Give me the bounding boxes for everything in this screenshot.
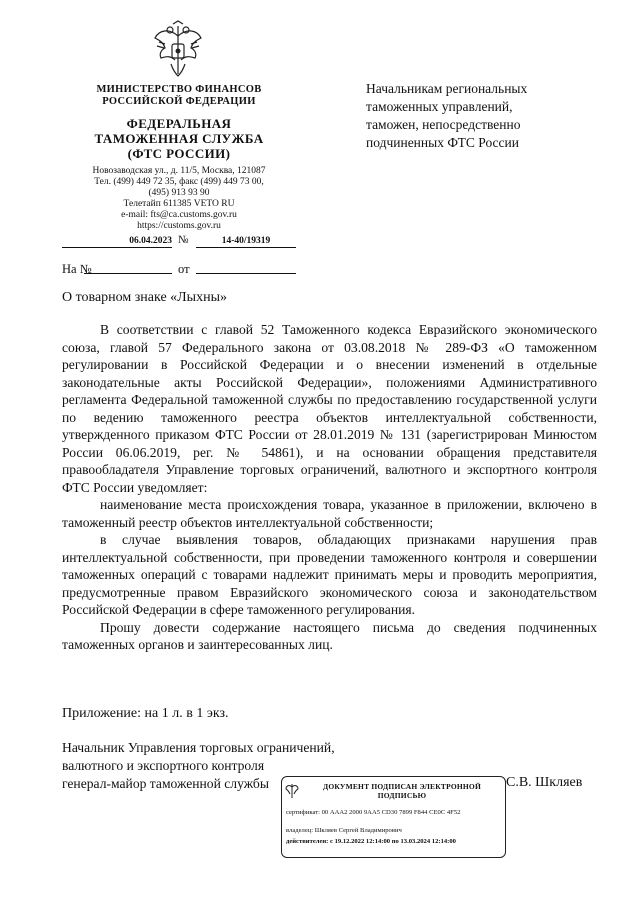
signer-name: С.В. Шкляев xyxy=(506,775,583,790)
signature-seal-icon xyxy=(285,783,299,799)
body-paragraph: наименование места происхождения товара, указанное в приложении, включено в таможенный реестр объектов интеллектуальной собственности; xyxy=(62,497,597,530)
reference-from-label: от xyxy=(178,262,190,276)
ministry-name: МИНИСТЕРСТВО ФИНАНСОВ РОССИЙСКОЙ ФЕДЕРАЦИИ xyxy=(96,84,262,107)
letter-subject: О товарном знаке «Лыхны» xyxy=(62,290,227,305)
addressee: Начальникам региональных таможенных управлений, таможен, непосредственно подчиненных ФТС России xyxy=(366,81,528,150)
signer-position: Начальник Управления торговых ограничений, валютного и экспортного контроля генерал-майор таможенной службы xyxy=(62,740,335,791)
appendix-note: Приложение: на 1 л. в 1 экз. xyxy=(62,706,229,721)
stamp-validity: действителен: с 19.12.2022 12:14:00 по 13.03.2024 12:14:00 xyxy=(286,838,456,845)
registration-number-label: № xyxy=(178,234,189,246)
stamp-certificate: сертификат: 00 AAA2 2000 9AA5 CD30 7899 F844 CE0C 4F52 xyxy=(286,809,461,816)
registration-number: 14-40/19319 xyxy=(196,236,296,248)
reference-date-blank xyxy=(196,262,296,274)
letter-body xyxy=(62,321,597,654)
reference-label: На № xyxy=(62,262,92,276)
state-emblem-icon xyxy=(151,20,205,80)
service-name: ФЕДЕРАЛЬНАЯ ТАМОЖЕННАЯ СЛУЖБА (ФТС РОССИИ) xyxy=(94,116,264,161)
reference-number-blank xyxy=(84,262,172,274)
stamp-title: ДОКУМЕНТ ПОДПИСАН ЭЛЕКТРОННОЙ ПОДПИСЬЮ xyxy=(322,782,482,800)
stamp-owner: владелец: Шкляев Сергей Владимирович xyxy=(286,827,402,834)
registration-date: 06.04.2023 xyxy=(62,236,172,248)
electronic-signature-stamp xyxy=(281,776,506,858)
body-paragraph: В соответствии с главой 52 Таможенного кодекса Евразийского экономического союза, главой 57 Федерального закона от 03.08.2018 № 289-ФЗ «О таможенном регулировании в Российской Федерации и о внесении изменений в отдельные законодательные акты Российской Федерации», положениями Административного регламента Федеральной таможенной службы по предоставлению государственной услуги по ведению таможенного реестра объектов интеллектуальной собственности, утвержденного приказом ФТС России от 28.01.2019 № 131 (зарегистрирован Минюстом России 06.06.2019, рег. № 54861), и на основании обращения представителя правообладателя Управление торговых ограничений, валютного и экспортного контроля ФТС России уведомляет: xyxy=(62,322,597,495)
body-paragraph: Прошу довести содержание настоящего письма до сведения подчиненных таможенных органов и заинтересованных лиц. xyxy=(62,619,597,652)
body-paragraph: в случае выявления товаров, обладающих признаками нарушения прав интеллектуальной собственности, при проведении таможенного контроля и совершении таможенных операций с товарами надлежит принимать меры и проводить мероприятия, предусмотренные правом Евразийского экономического союза и законодательством Российской Федерации в сфере таможенного регулирования. xyxy=(62,532,597,617)
contact-details: Новозаводская ул., д. 11/5, Москва, 121087 Тел. (499) 449 72 35, факс (499) 449 73 00, (495) 913 93 90 Телетайп 611385 VETO RU e-mail: fts@ca.customs.gov.ru https://customs.gov.ru xyxy=(92,166,266,231)
